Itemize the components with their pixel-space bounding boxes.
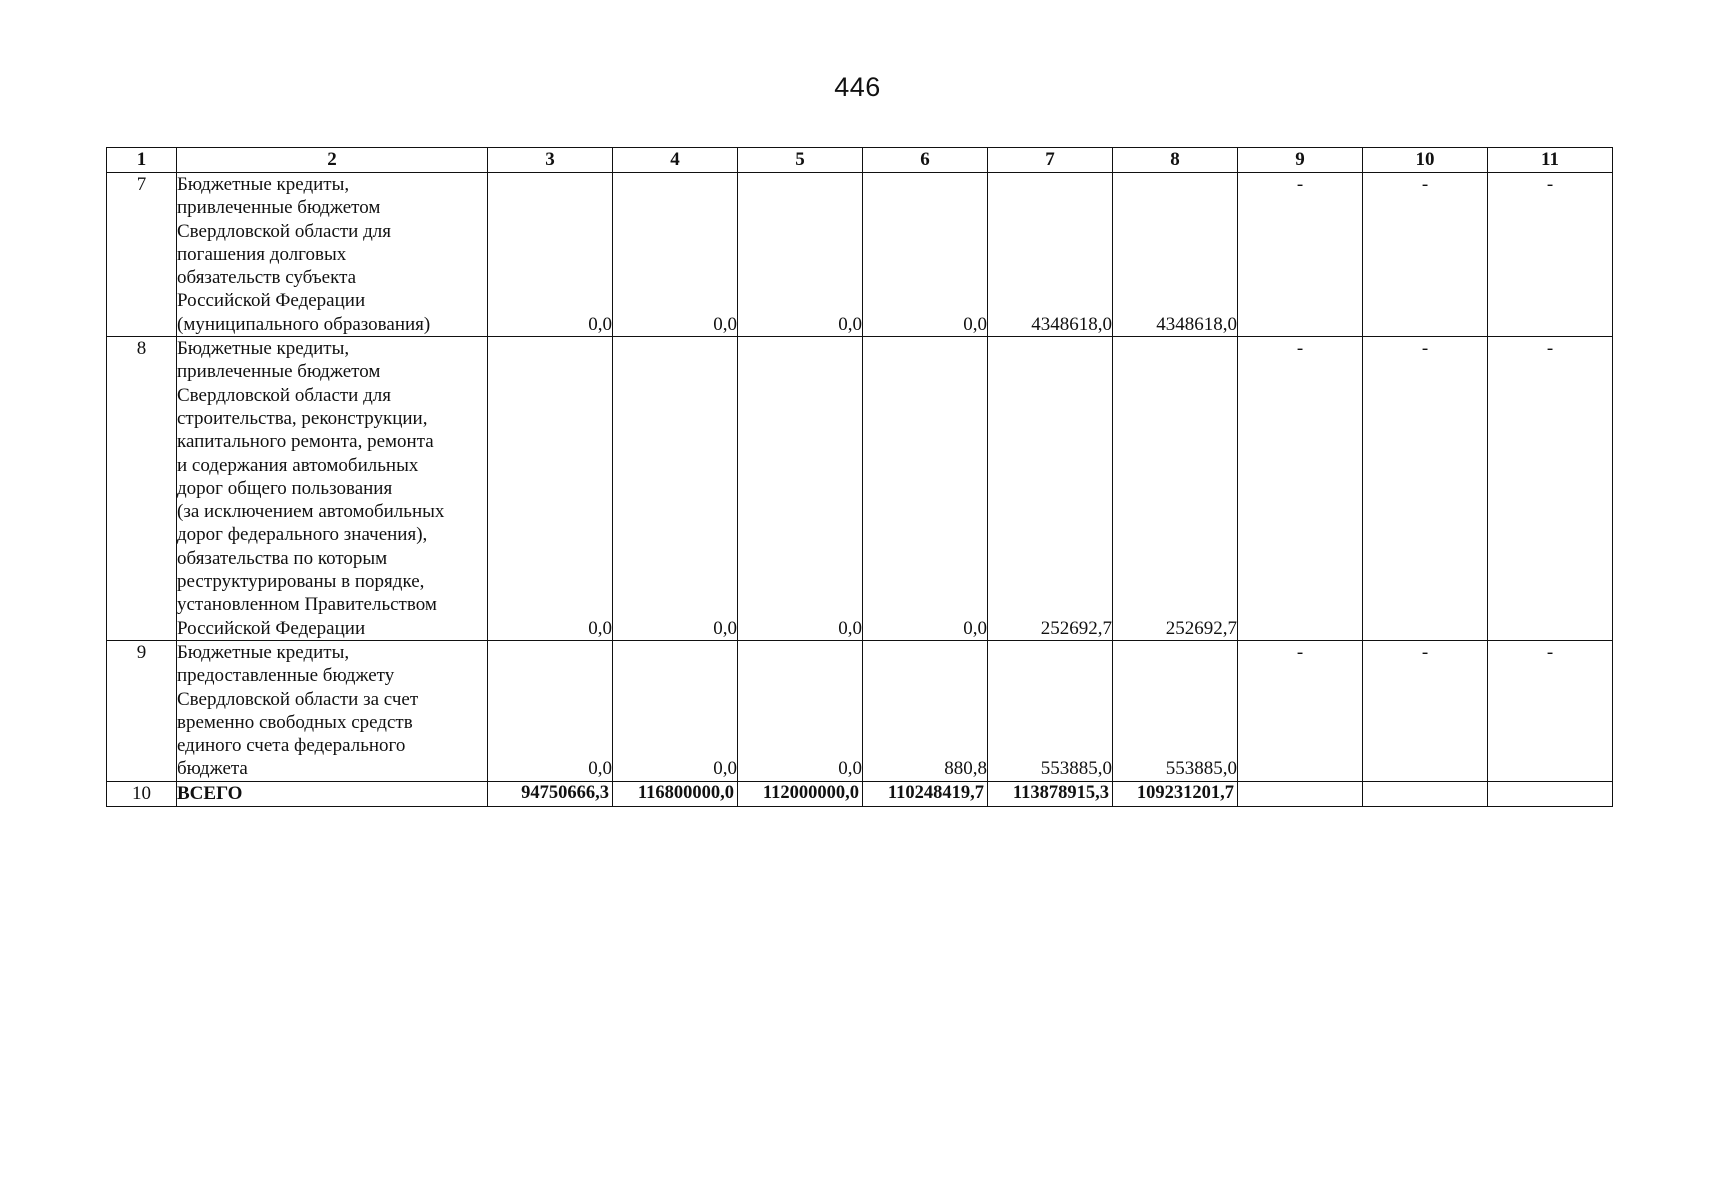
total-value-cell: 113878915,3 [988,781,1113,806]
value-cell: 4348618,0 [1113,173,1238,337]
column-header: 11 [1488,148,1613,173]
dash-cell: - [1488,640,1613,781]
value-cell: 0,0 [863,337,988,641]
row-number: 8 [107,337,177,641]
row-name: Бюджетные кредиты, привлеченные бюджетом Свердловской области для погашения долговых обязательств субъекта Российской Федерации (муниципального образования) [177,173,488,337]
value-cell: 0,0 [738,337,863,641]
value-cell: 880,8 [863,640,988,781]
empty-cell [1238,781,1363,806]
table-row [107,337,1613,641]
table-row [107,173,1613,337]
column-header: 7 [988,148,1113,173]
value-cell: 553885,0 [1113,640,1238,781]
value-cell: 0,0 [738,640,863,781]
value-cell: 4348618,0 [988,173,1113,337]
total-value-cell: 116800000,0 [613,781,738,806]
column-header: 1 [107,148,177,173]
value-cell: 0,0 [738,173,863,337]
value-cell: 0,0 [488,173,613,337]
column-header: 5 [738,148,863,173]
table-row [107,640,1613,781]
page-number: 446 [834,72,881,102]
value-cell: 0,0 [613,173,738,337]
row-number: 7 [107,173,177,337]
row-name: Бюджетные кредиты, предоставленные бюджету Свердловской области за счет временно свободных средств единого счета федерального бюджета [177,640,488,781]
value-cell: 252692,7 [1113,337,1238,641]
value-cell: 252692,7 [988,337,1113,641]
dash-cell: - [1363,640,1488,781]
column-header: 2 [177,148,488,173]
dash-cell: - [1238,640,1363,781]
column-header: 10 [1363,148,1488,173]
dash-cell: - [1238,173,1363,337]
value-cell: 0,0 [488,640,613,781]
dash-cell: - [1363,173,1488,337]
value-cell: 0,0 [863,173,988,337]
total-value-cell: 112000000,0 [738,781,863,806]
total-label: ВСЕГО [177,781,488,806]
value-cell: 0,0 [613,640,738,781]
column-header: 3 [488,148,613,173]
column-header: 4 [613,148,738,173]
total-value-cell: 109231201,7 [1113,781,1238,806]
column-header: 8 [1113,148,1238,173]
total-value-cell: 110248419,7 [863,781,988,806]
row-number: 9 [107,640,177,781]
value-cell: 553885,0 [988,640,1113,781]
column-header: 9 [1238,148,1363,173]
total-row [107,781,1613,806]
column-header: 6 [863,148,988,173]
empty-cell [1363,781,1488,806]
budget-credits-table [106,147,1613,807]
row-number: 10 [107,781,177,806]
dash-cell: - [1363,337,1488,641]
total-value-cell: 94750666,3 [488,781,613,806]
value-cell: 0,0 [488,337,613,641]
dash-cell: - [1488,173,1613,337]
dash-cell: - [1488,337,1613,641]
value-cell: 0,0 [613,337,738,641]
empty-cell [1488,781,1613,806]
row-name: Бюджетные кредиты, привлеченные бюджетом Свердловской области для строительства, реконструкции, капитального ремонта, ремонта и содержания автомобильных дорог общего пользования (за исключением автомобильных дорог федерального значения), обязательства по которым реструктурированы в порядке, установленном Правительством Российской Федерации [177,337,488,641]
dash-cell: - [1238,337,1363,641]
column-number-header-row [107,148,1613,173]
